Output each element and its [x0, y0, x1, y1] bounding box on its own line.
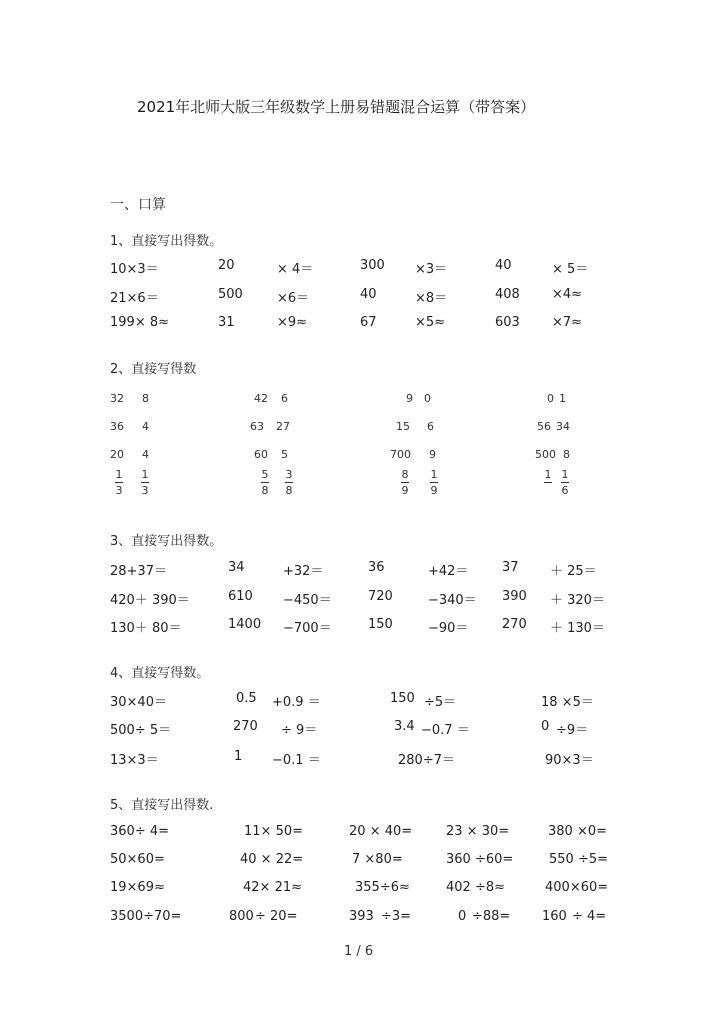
- equation-cell: 150: [390, 691, 415, 706]
- equation-cell: 393: [349, 909, 374, 924]
- equation-cell: 150: [368, 617, 393, 632]
- equation-cell: 36: [368, 560, 385, 575]
- equation-cell: 21×6＝: [110, 291, 159, 306]
- equation-cell: 23 × 30=: [446, 824, 510, 839]
- equation-cell: 420＋ 390＝: [110, 593, 190, 608]
- equation-cell: 11× 50=: [244, 824, 304, 839]
- equation-cell: ＋ 25＝: [550, 564, 597, 579]
- equation-cell: 130＋ 80＝: [110, 621, 182, 636]
- equation-cell: 720: [368, 589, 393, 604]
- equation-cell: 31: [218, 315, 235, 330]
- fraction-bar: [430, 482, 438, 483]
- fraction: [427, 468, 441, 497]
- fraction-denominator: 3: [115, 484, 123, 497]
- equation-cell: 8: [563, 448, 570, 461]
- fraction: [112, 468, 126, 497]
- equation-cell: −700＝: [283, 621, 332, 636]
- fraction: [541, 468, 555, 497]
- equation-cell: 28+37＝: [110, 564, 167, 579]
- equation-cell: 27: [276, 420, 290, 433]
- equation-cell: 19×69≈: [110, 880, 165, 895]
- equation-cell: 13×3＝: [110, 753, 159, 768]
- equation-cell: 32: [110, 392, 124, 405]
- equation-cell: 1400: [228, 617, 262, 632]
- equation-cell: 20: [218, 258, 235, 273]
- equation-cell: 800: [229, 909, 254, 924]
- fraction-bar: [115, 482, 123, 483]
- equation-cell: ÷ 9＝: [281, 723, 318, 738]
- equation-cell: 42× 21≈: [243, 880, 303, 895]
- equation-cell: 10×3＝: [110, 262, 159, 277]
- equation-cell: 0: [458, 909, 467, 924]
- fraction-numerator: 1: [141, 468, 149, 481]
- equation-cell: ÷ 20=: [255, 909, 298, 924]
- fraction: [558, 468, 572, 497]
- equation-cell: 9: [406, 392, 413, 405]
- equation-cell: +32＝: [283, 564, 324, 579]
- equation-cell: 700: [390, 448, 411, 461]
- equation-cell: 160: [542, 909, 567, 924]
- equation-cell: ×5≈: [415, 315, 446, 330]
- equation-cell: −0.1 ＝: [272, 753, 321, 768]
- fraction-bar: [544, 482, 552, 483]
- fraction: [282, 468, 296, 497]
- fraction-bar: [261, 482, 269, 483]
- fraction-numerator: 3: [285, 468, 293, 481]
- fraction-denominator: 6: [561, 484, 569, 497]
- equation-cell: × 5＝: [552, 262, 589, 277]
- equation-cell: 0: [547, 392, 554, 405]
- equation-cell: ×4≈: [552, 287, 583, 302]
- fraction-bar: [561, 482, 569, 483]
- equation-cell: 270: [502, 617, 527, 632]
- equation-cell: 300: [360, 258, 385, 273]
- fraction-numerator: 1: [544, 468, 552, 481]
- fraction-denominator: 8: [285, 484, 293, 497]
- equation-cell: +42＝: [428, 564, 469, 579]
- equation-cell: 4: [142, 448, 149, 461]
- equation-cell: ×8＝: [415, 291, 448, 306]
- fraction-numerator: 5: [261, 468, 269, 481]
- equation-cell: 3.4: [394, 719, 415, 734]
- fraction-denominator: 9: [430, 484, 438, 497]
- equation-cell: 40 × 22=: [240, 852, 304, 867]
- equation-cell: 37: [502, 560, 519, 575]
- equation-cell: 67: [360, 315, 377, 330]
- equation-cell: 5: [281, 448, 288, 461]
- fraction-numerator: 1: [115, 468, 123, 481]
- equation-cell: 42: [254, 392, 268, 405]
- equation-cell: 8: [142, 392, 149, 405]
- equation-cell: × 4＝: [277, 262, 314, 277]
- equation-cell: ÷88=: [472, 909, 511, 924]
- equation-cell: 402 ÷8≈: [446, 880, 506, 895]
- equation-cell: 40: [495, 258, 512, 273]
- equation-cell: 15: [396, 420, 410, 433]
- fraction-numerator: 8: [401, 468, 409, 481]
- equation-cell: 6: [281, 392, 288, 405]
- equation-cell: 9: [429, 448, 436, 461]
- equation-cell: 40: [360, 287, 377, 302]
- equation-cell: 3500÷70=: [110, 909, 182, 924]
- question-1-heading: 1、直接写出得数。: [110, 234, 223, 249]
- question-2-heading: 2、直接写得数: [110, 362, 197, 377]
- equation-cell: ×6＝: [277, 291, 310, 306]
- equation-cell: ÷3=: [381, 909, 412, 924]
- equation-cell: 50×60=: [110, 852, 165, 867]
- fraction-bar: [141, 482, 149, 483]
- equation-cell: ÷9＝: [556, 723, 589, 738]
- equation-cell: 36: [110, 420, 124, 433]
- equation-cell: 1: [559, 392, 566, 405]
- equation-cell: 34: [228, 560, 245, 575]
- equation-cell: 500: [535, 448, 556, 461]
- equation-cell: ×7≈: [552, 315, 583, 330]
- equation-cell: 270: [233, 719, 258, 734]
- equation-cell: 1: [234, 749, 243, 764]
- equation-cell: ×9≈: [277, 315, 308, 330]
- equation-cell: ×3＝: [415, 262, 448, 277]
- equation-cell: 18 ×5＝: [541, 695, 594, 710]
- equation-cell: 550 ÷5=: [549, 852, 609, 867]
- equation-cell: ÷ 4=: [572, 909, 607, 924]
- equation-cell: 360 ÷60=: [446, 852, 514, 867]
- equation-cell: −0.7 ＝: [421, 723, 470, 738]
- equation-cell: 20 × 40=: [349, 824, 413, 839]
- question-5-heading: 5、直接写出得数.: [110, 798, 214, 813]
- equation-cell: 20: [110, 448, 124, 461]
- fraction-denominator: 3: [141, 484, 149, 497]
- section-heading: 一、口算: [110, 197, 166, 213]
- equation-cell: 6: [427, 420, 434, 433]
- equation-cell: 380 ×0=: [548, 824, 608, 839]
- equation-cell: 603: [495, 315, 520, 330]
- equation-cell: −450＝: [283, 593, 332, 608]
- fraction: [258, 468, 272, 497]
- equation-cell: 63: [250, 420, 264, 433]
- question-4-heading: 4、直接写得数。: [110, 666, 210, 681]
- document-title: 2021年北师大版三年级数学上册易错题混合运算（带答案）: [137, 98, 536, 116]
- equation-cell: 500: [218, 287, 243, 302]
- page-number: 1 / 6: [344, 944, 374, 959]
- equation-cell: 56: [537, 420, 551, 433]
- equation-cell: 4: [142, 420, 149, 433]
- equation-cell: 400×60=: [545, 880, 609, 895]
- equation-cell: 0: [424, 392, 431, 405]
- fraction-denominator: 8: [261, 484, 269, 497]
- equation-cell: 7 ×80=: [352, 852, 403, 867]
- equation-cell: −340＝: [428, 593, 477, 608]
- equation-cell: 390: [502, 589, 527, 604]
- equation-cell: 280÷7＝: [398, 753, 455, 768]
- equation-cell: 199× 8≈: [110, 315, 170, 330]
- fraction-bar: [285, 482, 293, 483]
- equation-cell: 90×3＝: [545, 753, 594, 768]
- equation-cell: 30×40＝: [110, 695, 167, 710]
- equation-cell: +0.9 ＝: [272, 695, 321, 710]
- fraction-numerator: 1: [430, 468, 438, 481]
- fraction: [398, 468, 412, 497]
- equation-cell: ＋ 130＝: [550, 621, 605, 636]
- equation-cell: 60: [254, 448, 268, 461]
- equation-cell: −90＝: [428, 621, 469, 636]
- question-3-heading: 3、直接写出得数。: [110, 534, 223, 549]
- fraction: [138, 468, 152, 497]
- equation-cell: 360÷ 4=: [110, 824, 170, 839]
- equation-cell: ＋ 320＝: [550, 593, 605, 608]
- equation-cell: 34: [556, 420, 570, 433]
- fraction-numerator: 1: [561, 468, 569, 481]
- equation-cell: 355÷6≈: [355, 880, 410, 895]
- equation-cell: ÷5＝: [424, 695, 457, 710]
- equation-cell: 610: [228, 589, 253, 604]
- fraction-denominator: [546, 484, 550, 497]
- equation-cell: 0: [541, 719, 550, 734]
- equation-cell: 500÷ 5＝: [110, 723, 172, 738]
- equation-cell: 0.5: [236, 691, 257, 706]
- equation-cell: 408: [495, 287, 520, 302]
- fraction-bar: [401, 482, 409, 483]
- fraction-denominator: 9: [401, 484, 409, 497]
